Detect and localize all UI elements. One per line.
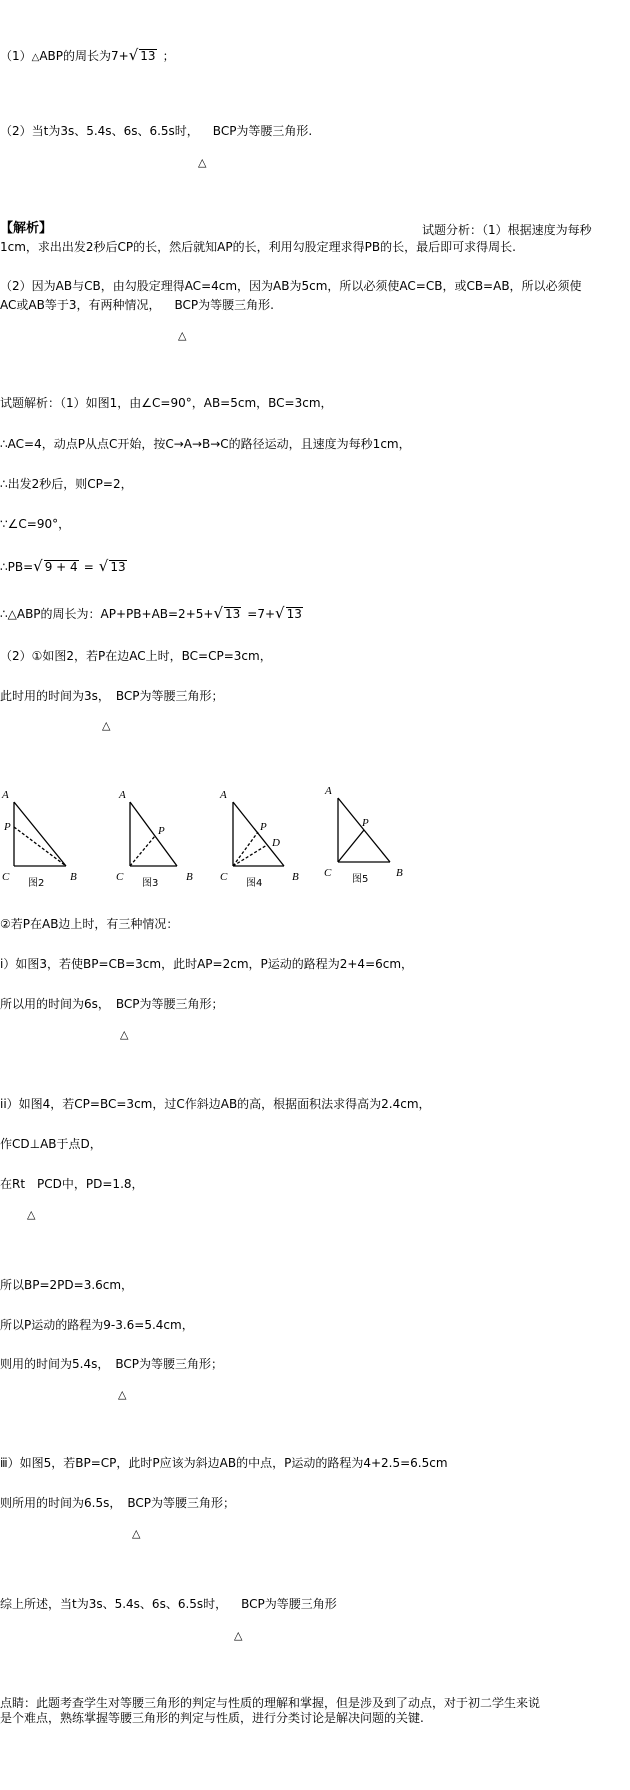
case-2ii-line4: 所以BP=2PD=3.6cm， — [0, 1278, 134, 1292]
label-a: A — [2, 789, 9, 801]
summary-text: 综上所述，当t为3s、5.4s、6s、6.5s时， — [0, 1597, 228, 1611]
perimeter-mid: =7+ — [247, 607, 276, 621]
case-2ii-line1: ii）如图4，若CP=BC=3cm，过C作斜边AB的高，根据面积法求得高为2.4cm， — [0, 1097, 431, 1111]
analysis-2-text: AC或AB等于3，有两种情况， — [0, 298, 161, 312]
perimeter-result-radicand: 13 — [286, 607, 302, 621]
perimeter-radicand: 13 — [225, 607, 241, 621]
sqrt-icon: √ — [128, 46, 139, 64]
case-2i-line2 — [0, 997, 224, 1011]
label-c: C — [220, 871, 228, 883]
analysis-2-line1: （2）因为AB与CB，由勾股定理得AC=4cm，因为AB为5cm，所以必须使AC=CB，或CB=AB，所以必须使 — [0, 279, 582, 293]
triangle-symbol: △ — [118, 1388, 127, 1401]
pb-radicand: 9 + 4 — [44, 560, 78, 574]
case-1-post: BCP为等腰三角形； — [115, 689, 224, 703]
pb-equation — [0, 559, 127, 574]
label-a: A — [325, 785, 332, 797]
label-p: P — [260, 821, 267, 833]
triangle-symbol: △ — [27, 1208, 36, 1221]
triangle-symbol: △ — [178, 329, 187, 342]
analysis-intro: 试题分析：（1）根据速度为每秒 — [422, 223, 592, 237]
p1-post: ； — [162, 49, 175, 63]
sqrt-icon: √ — [213, 604, 224, 622]
solution-line2: ∴AC=4，动点P从点C开始，按C→A→B→C的路径运动，且速度为每秒1cm， — [0, 437, 411, 451]
sqrt-icon: √ — [98, 557, 109, 575]
label-d: D — [272, 837, 280, 849]
case-1-line1: （2）①如图2，若P在边AC上时，BC=CP=3cm， — [0, 649, 272, 663]
triangle-symbol: △ — [102, 719, 111, 732]
p1-radicand: 13 — [140, 49, 156, 63]
figure-5 — [338, 798, 390, 862]
p2-text: （2）当t为3s、5.4s、6s、6.5s时， — [0, 124, 199, 138]
triangle-symbol: △ — [31, 52, 40, 63]
figure-5-caption: 图5 — [352, 874, 369, 885]
sqrt-icon: √ — [33, 557, 43, 575]
label-c: C — [116, 871, 124, 883]
summary-line — [0, 1597, 337, 1611]
answer-1 — [0, 48, 175, 65]
case-2ii-line5: 所以P运动的路程为9-3.6=5.4cm， — [0, 1318, 194, 1332]
case-2i-time: 所以用的时间为6s， — [0, 997, 110, 1011]
analysis-2-post: BCP为等腰三角形. — [174, 298, 274, 312]
figure-2 — [14, 802, 66, 866]
pb-result-radicand: 13 — [110, 560, 126, 574]
solution-line4: ∵∠C=90°， — [0, 517, 71, 531]
triangle-symbol: △ — [120, 1028, 129, 1041]
case-2iii-post: BCP为等腰三角形； — [127, 1496, 235, 1510]
pb-prefix: ∴PB= — [0, 560, 34, 574]
case-2i-post: BCP为等腰三角形； — [115, 997, 224, 1011]
triangle-symbol: △ — [234, 1629, 243, 1642]
case-2iii-line2 — [0, 1496, 235, 1510]
case-2iii-line1: ⅲ）如图5，若BP=CP，此时P应该为斜边AB的中点，P运动的路程为4+2.5=6.5cm — [0, 1456, 448, 1470]
case-2ii-time: 则用的时间为5.4s， — [0, 1357, 110, 1371]
label-b: B — [186, 871, 193, 883]
case-1-line2 — [0, 689, 224, 703]
analysis-2-line2 — [0, 298, 274, 312]
p1-prefix: （1） — [0, 49, 32, 63]
analysis-heading: 【解析】 — [0, 221, 53, 236]
case-2ii-post: BCP为等腰三角形； — [115, 1357, 223, 1371]
figure-3-caption: 图3 — [142, 878, 159, 889]
case-2iii-time: 则所用的时间为6.5s， — [0, 1496, 122, 1510]
label-b: B — [70, 871, 77, 883]
perimeter-equation — [0, 606, 303, 621]
figures-panel — [0, 784, 440, 900]
figure-4-caption: 图4 — [246, 878, 263, 889]
solution-line1: 试题解析：（1）如图1，由∠C=90°，AB=5cm，BC=3cm， — [0, 396, 333, 410]
analysis-line2: 1cm，求出出发2秒后CP的长，然后就知AP的长，利用勾股定理求得PB的长，最后即可求得周长. — [0, 240, 516, 254]
equals-sign: = — [83, 560, 94, 574]
label-b: B — [292, 871, 299, 883]
triangle-symbol: △ — [132, 1527, 141, 1540]
comment-line1: 点睛：此题考查学生对等腰三角形的判定与性质的理解和掌握，但是涉及到了动点，对于初二学生来说 — [0, 1696, 541, 1710]
label-b: B — [396, 867, 403, 879]
answer-2 — [0, 124, 312, 138]
label-a: A — [220, 789, 227, 801]
triangle-symbol: △ — [198, 156, 207, 169]
case-2ii-line2: 作CD⊥AB于点D， — [0, 1137, 102, 1151]
label-c: C — [2, 871, 10, 883]
label-p: P — [362, 817, 369, 829]
label-a: A — [119, 789, 126, 801]
figure-4 — [233, 802, 284, 866]
label-c: C — [324, 867, 332, 879]
solution-line3: ∴出发2秒后，则CP=2， — [0, 477, 133, 491]
label-p: P — [4, 821, 11, 833]
figure-3 — [130, 802, 177, 866]
figure-2-caption: 图2 — [28, 878, 45, 889]
p1-text: ABP的周长为7+ — [39, 49, 129, 63]
label-p: P — [158, 825, 165, 837]
case-1-time: 此时用的时间为3s， — [0, 689, 110, 703]
perimeter-prefix: ∴△ABP的周长为：AP+PB+AB=2+5+ — [0, 607, 214, 621]
summary-post: BCP为等腰三角形 — [241, 1597, 337, 1611]
case-2ii-line6 — [0, 1357, 223, 1371]
p2-post: BCP为等腰三角形. — [212, 124, 313, 138]
case-2-intro: ②若P在AB边上时，有三种情况： — [0, 917, 179, 931]
case-2i-line1: i）如图3，若使BP=CB=3cm，此时AP=2cm，P运动的路程为2+4=6cm， — [0, 957, 414, 971]
sqrt-icon: √ — [275, 604, 285, 622]
case-2ii-line3: 在Rt PCD中，PD=1.8， — [0, 1177, 144, 1191]
comment-line2: 是个难点，熟练掌握等腰三角形的判定与性质，进行分类讨论是解决问题的关键. — [0, 1711, 424, 1725]
